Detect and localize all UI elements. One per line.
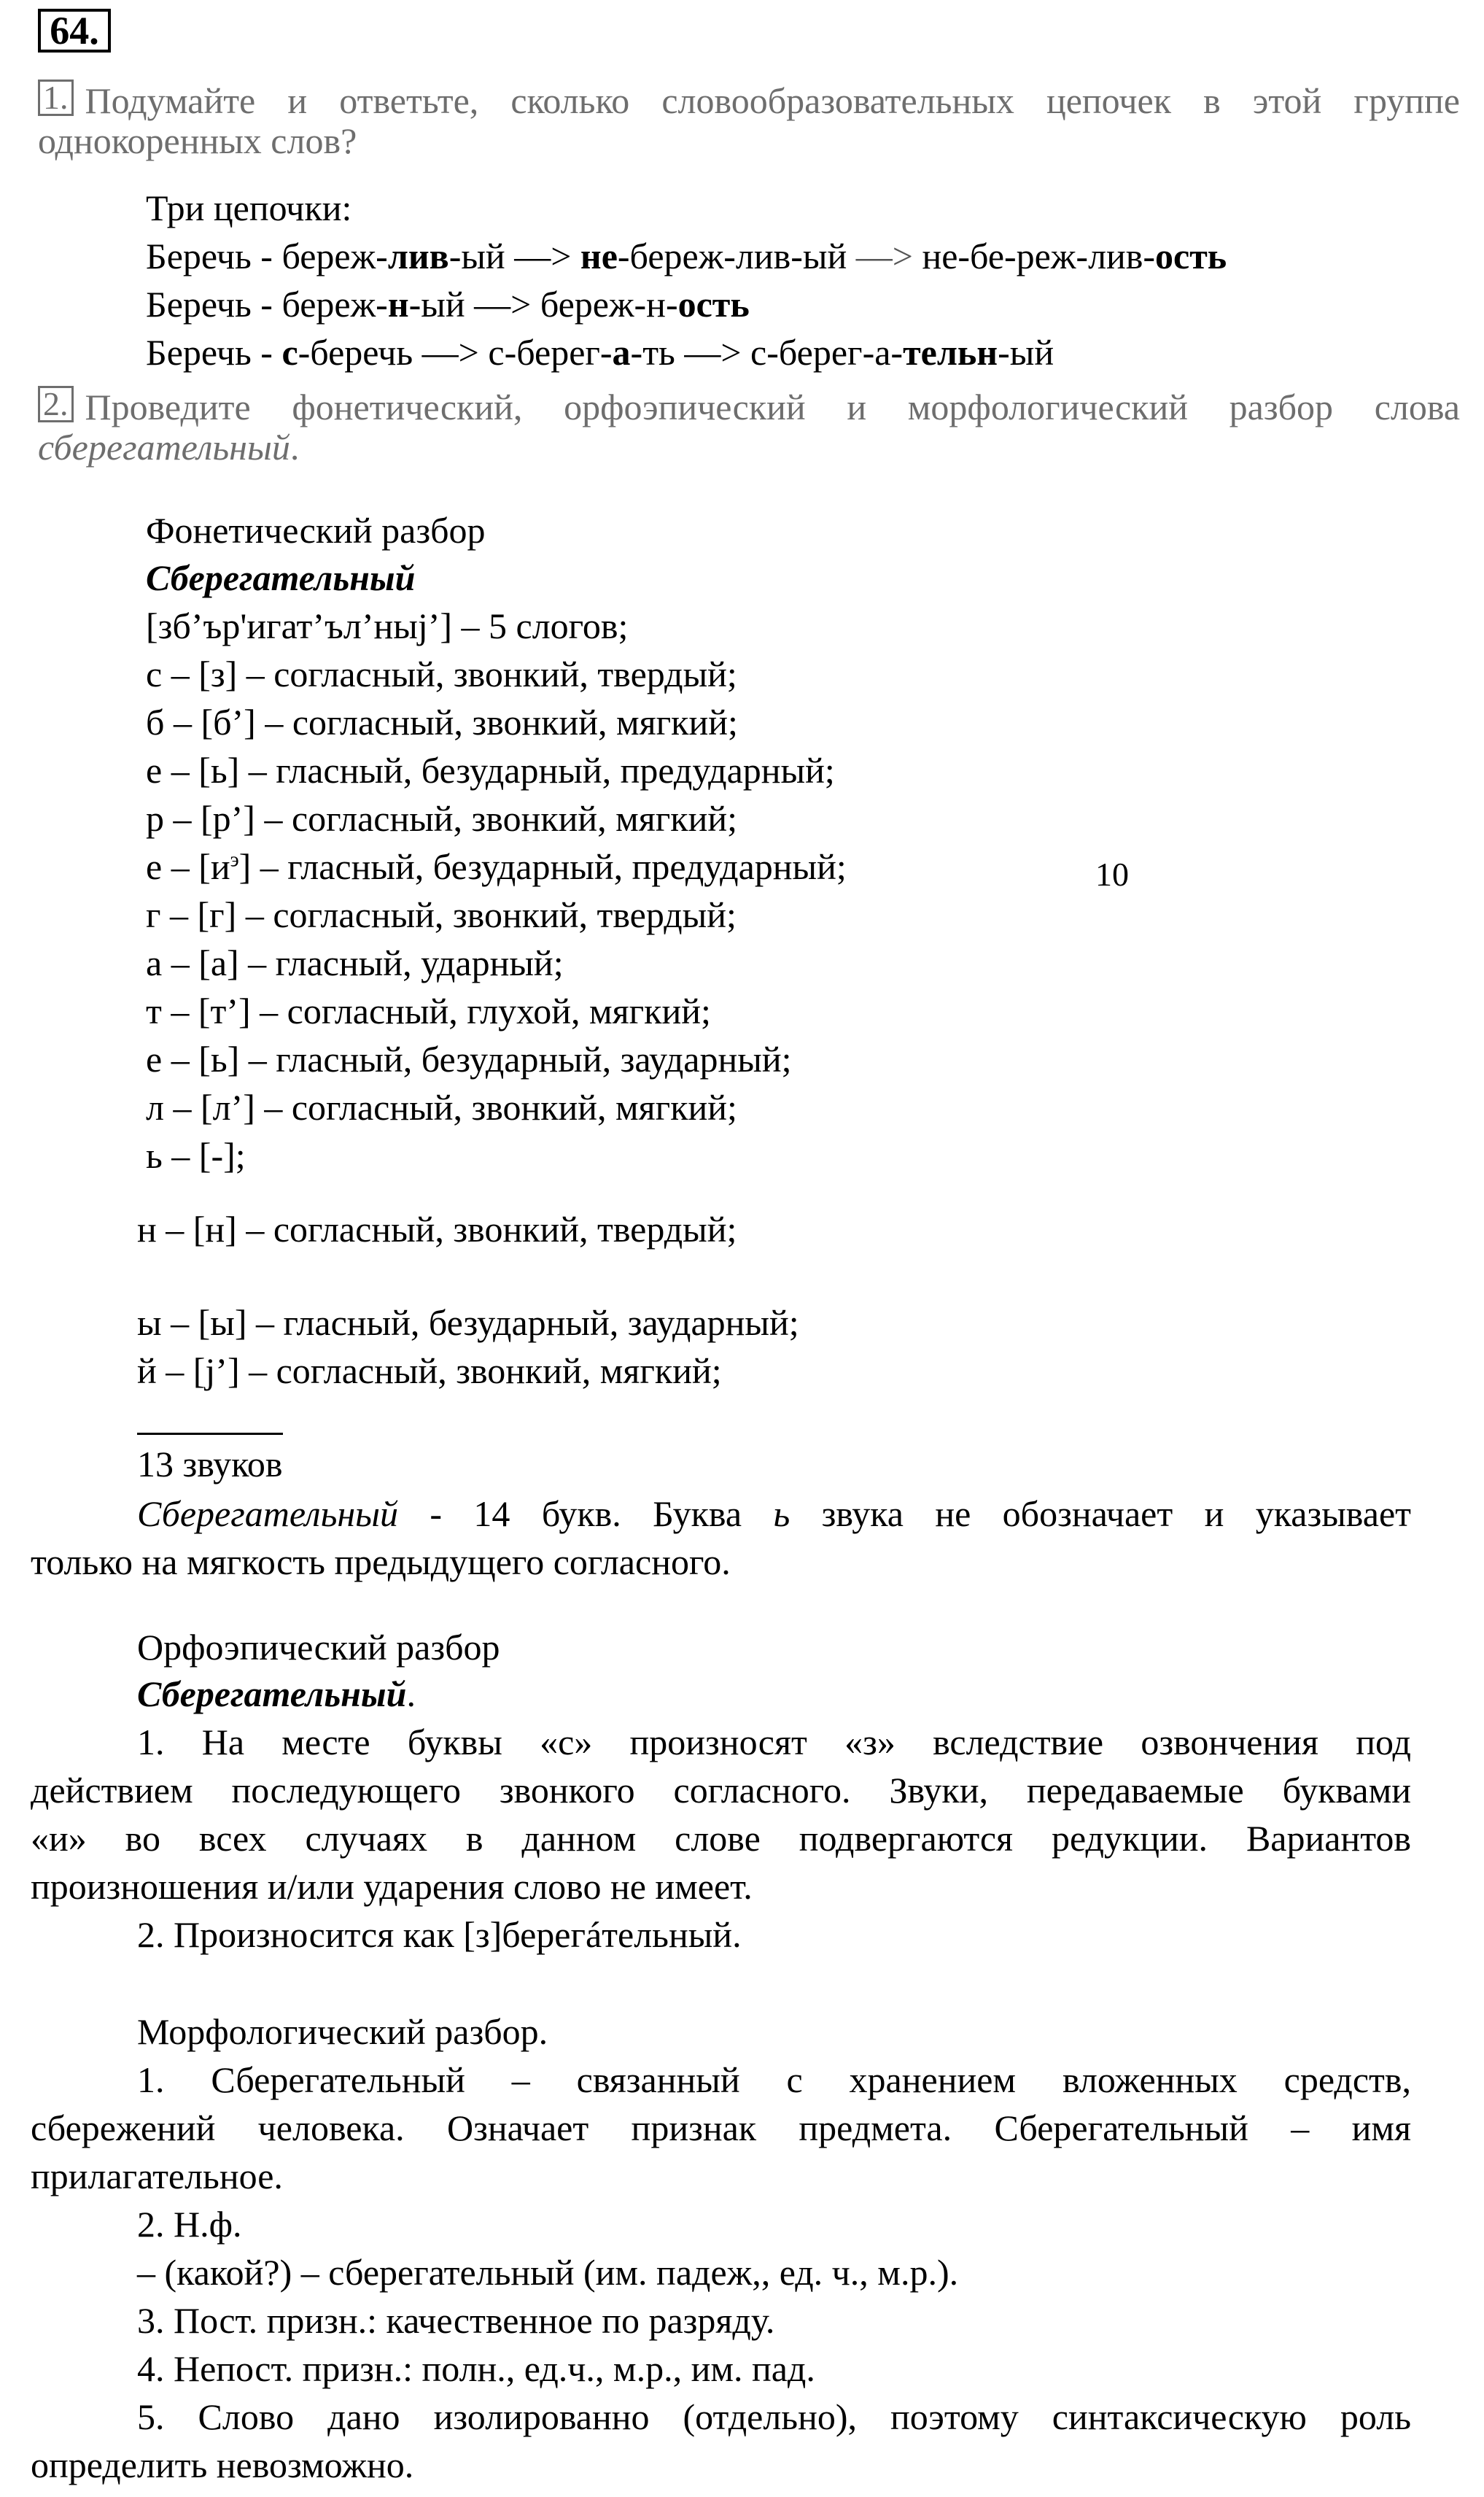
chain-morpheme-bold: а bbox=[612, 332, 631, 373]
letters-note-line2: только на мягкость предыдущего согласного. bbox=[31, 1541, 731, 1582]
orthoepic-p1-line: 1. На месте буквы «с» произносят «з» вследствие озвончения под bbox=[137, 1722, 1411, 1762]
morph-p4: 4. Непост. призн.: полн., ед.ч., м.р., им. пад. bbox=[137, 2348, 815, 2389]
orthoepic-p1-line: произношения и/или ударения слово не имеет. bbox=[31, 1866, 753, 1907]
task2-question-word: сберегательный bbox=[38, 427, 290, 468]
morph-p1-line: прилагательное. bbox=[31, 2156, 283, 2196]
letters-note-line1 bbox=[137, 1492, 1411, 1536]
morph-title: Морфологический разбор. bbox=[137, 2011, 548, 2052]
chain-morpheme-bold: с bbox=[281, 332, 298, 373]
sound-row: а – [а] – гласный, ударный; bbox=[146, 942, 564, 983]
chain-morpheme-bold: тельн bbox=[903, 332, 998, 373]
chain-segment: -береж-лив-ый bbox=[617, 236, 856, 276]
orthoepic-p2: 2. Произносится как [з]берегáтельный. bbox=[137, 1914, 742, 1955]
chains-title: Три цепочки: bbox=[146, 187, 352, 228]
sound-row-superscript: э bbox=[230, 848, 239, 872]
sound-row: р – [р’] – согласный, звонкий, мягкий; bbox=[146, 798, 737, 839]
morph-p2-detail: – (какой?) – сберегательный (им. падеж,, ед. ч., м.р.). bbox=[137, 2252, 959, 2293]
morph-p1-line: 1. Сберегательный – связанный с хранением вложенных средств, bbox=[137, 2059, 1411, 2100]
orthoepic-word-period: . bbox=[406, 1673, 416, 1714]
sound-row: л – [л’] – согласный, звонкий, мягкий; bbox=[146, 1087, 737, 1128]
sound-row: с – [з] – согласный, звонкий, твердый; bbox=[146, 654, 737, 694]
chain-morpheme-bold: ость bbox=[1155, 236, 1227, 276]
task1-question-line2: однокоренных слов? bbox=[38, 120, 357, 161]
sound-row: е – [ь] – гласный, безударный, предударный; bbox=[146, 750, 835, 791]
chain-3 bbox=[146, 330, 1054, 374]
exercise-number: 64. bbox=[38, 9, 111, 53]
sound-row bbox=[146, 845, 847, 889]
phonetic-title: Фонетический разбор bbox=[146, 510, 486, 551]
morph-p5-line: 5. Слово дано изолированно (отдельно), поэтому синтаксическую роль bbox=[137, 2396, 1411, 2437]
sound-row: н – [н] – согласный, звонкий, твердый; bbox=[137, 1209, 737, 1250]
task2-label: 2. bbox=[38, 386, 74, 422]
chain-segment: -ый —> bbox=[448, 236, 580, 276]
orthoepic-word-line bbox=[137, 1672, 416, 1716]
task1-question-line1 bbox=[38, 79, 1460, 123]
sound-row: г – [г] – согласный, звонкий, твердый; bbox=[146, 894, 737, 935]
letters-note-soft-sign: ь bbox=[773, 1493, 790, 1534]
chain-1 bbox=[146, 234, 1227, 278]
chain-morpheme-bold: не bbox=[580, 236, 618, 276]
page-number: 10 bbox=[1095, 856, 1129, 893]
letters-note-word: Сберегательный bbox=[137, 1493, 399, 1534]
task2-question-text: Проведите фонетический, орфоэпический и морфологический разбор слова bbox=[85, 387, 1460, 427]
chain-segment: -ый bbox=[998, 332, 1054, 373]
chain-morpheme-bold: ость bbox=[677, 284, 750, 325]
morph-p3: 3. Пост. призн.: качественное по разряду. bbox=[137, 2300, 775, 2341]
chain-segment: Беречь - береж- bbox=[146, 284, 388, 325]
sound-row: т – [т’] – согласный, глухой, мягкий; bbox=[146, 991, 711, 1031]
chain-morpheme-bold: н bbox=[387, 284, 409, 325]
sound-row: ь – [-]; bbox=[146, 1135, 246, 1176]
chain-segment: Беречь - береж- bbox=[146, 236, 388, 276]
chain-segment: -беречь —> с-берег- bbox=[298, 332, 613, 373]
task2-question-line2 bbox=[38, 425, 299, 469]
letters-note-text-a: - 14 букв. Буква bbox=[398, 1493, 774, 1534]
sound-row: б – [б’] – согласный, звонкий, мягкий; bbox=[146, 702, 738, 743]
phonetic-word: Сберегательный bbox=[146, 557, 416, 598]
sum-divider bbox=[137, 1433, 283, 1435]
total-sounds: 13 звуков bbox=[137, 1444, 283, 1484]
orthoepic-p1-line: действием последующего звонкого согласного. Звуки, передаваемые буквами bbox=[31, 1770, 1411, 1811]
sound-row-suffix: ] – гласный, безударный, предударный; bbox=[238, 846, 847, 887]
morph-p5-line: определить невозможно. bbox=[31, 2444, 414, 2485]
sound-row-prefix: е – [и bbox=[146, 846, 230, 887]
letters-note-text-b: звука не обозначает и указывает bbox=[790, 1493, 1411, 1534]
chain-arrow: —> bbox=[855, 236, 913, 276]
morph-p2: 2. Н.ф. bbox=[137, 2204, 242, 2245]
sound-row: ы – [ы] – гласный, безударный, заударный; bbox=[137, 1302, 799, 1343]
sound-row: й – [j’] – согласный, звонкий, мягкий; bbox=[137, 1350, 722, 1391]
chain-2 bbox=[146, 282, 750, 326]
chain-segment: Беречь - bbox=[146, 332, 282, 373]
phonetic-transcription: [зб’ър'игат’ъл’ныj’] – 5 слогов; bbox=[146, 605, 629, 646]
task2-question-line1 bbox=[38, 385, 1460, 429]
task1-label: 1. bbox=[38, 80, 74, 116]
chain-segment: -ть —> с-берег-а- bbox=[630, 332, 904, 373]
chain-morpheme-bold: лив bbox=[387, 236, 449, 276]
morph-p1-line: сбережений человека. Означает признак предмета. Сберегательный – имя bbox=[31, 2107, 1411, 2148]
sound-row: е – [ь] – гласный, безударный, заударный; bbox=[146, 1039, 792, 1080]
chain-segment: -ый —> береж-н- bbox=[408, 284, 678, 325]
orthoepic-title: Орфоэпический разбор bbox=[137, 1627, 500, 1668]
chain-segment: не-бе-реж-лив- bbox=[912, 236, 1156, 276]
orthoepic-p1-line: «и» во всех случаях в данном слове подвергаются редукции. Вариантов bbox=[31, 1818, 1411, 1859]
task2-question-period: . bbox=[290, 427, 300, 468]
orthoepic-word: Сберегательный bbox=[137, 1673, 407, 1714]
task1-question-text: Подумайте и ответьте, сколько словообразовательных цепочек в этой группе bbox=[85, 80, 1460, 121]
